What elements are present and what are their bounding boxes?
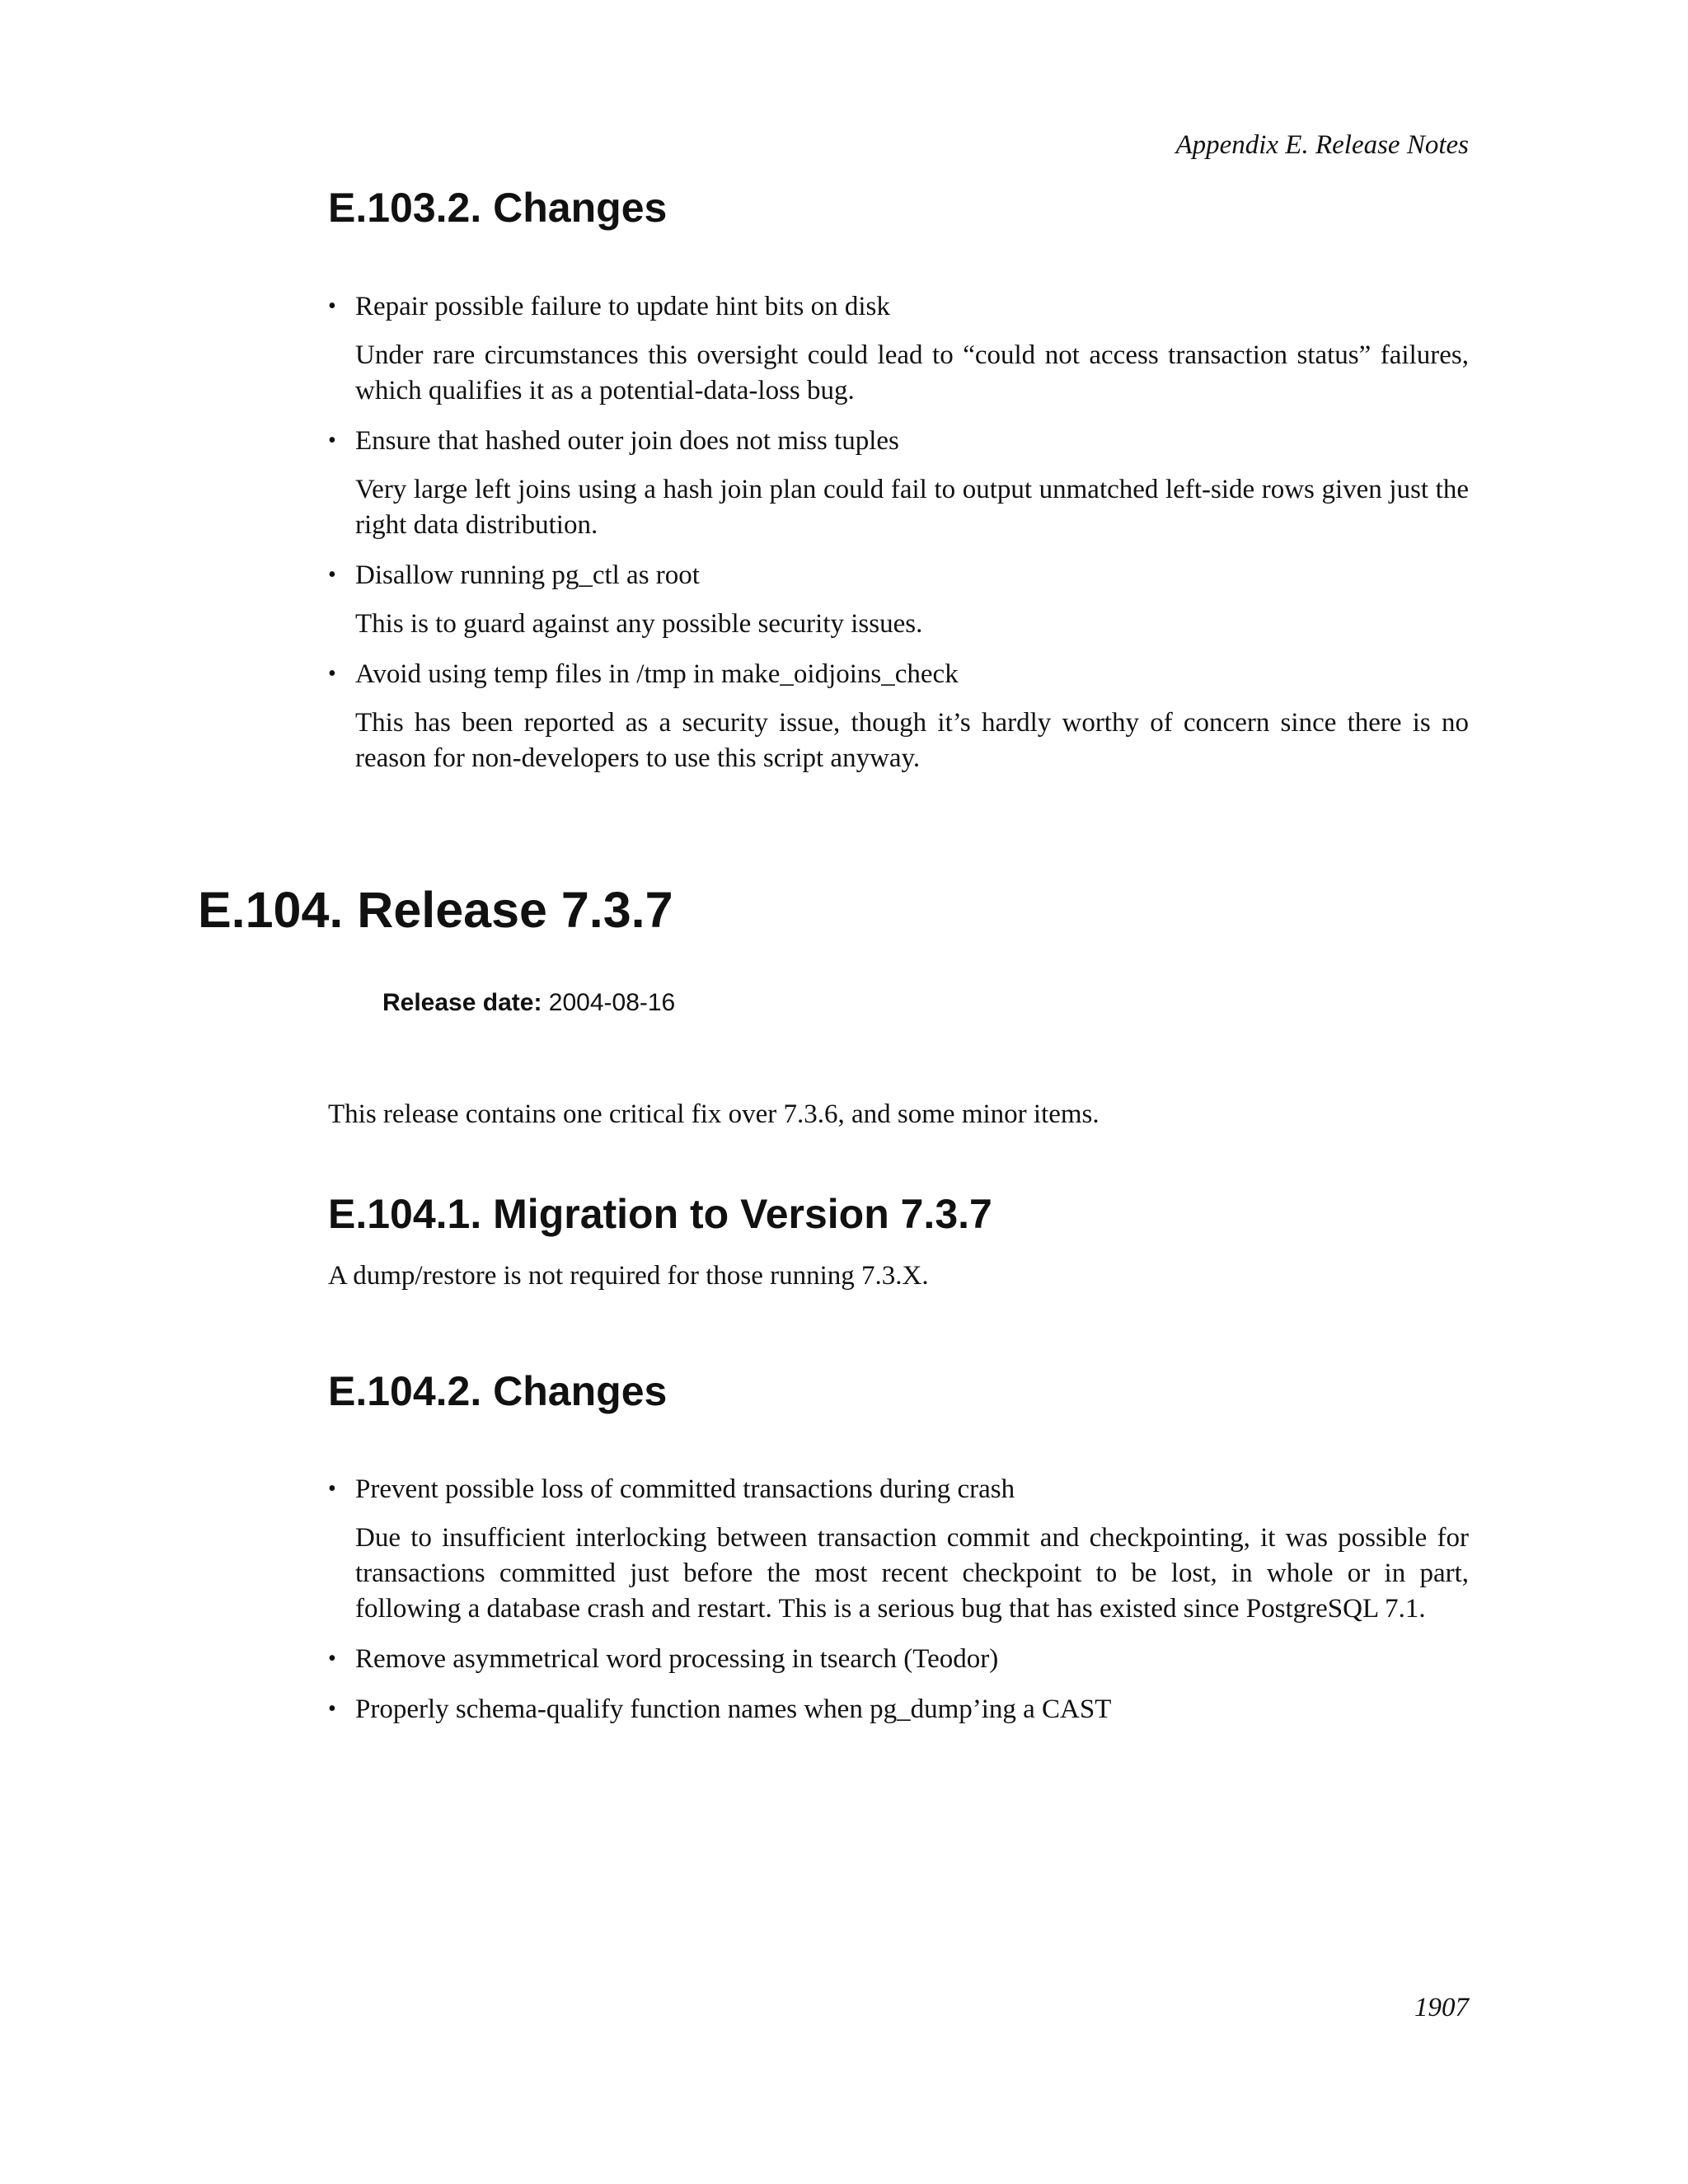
change-list-e104-2 [328, 1471, 1469, 1741]
release-date [382, 987, 675, 1019]
list-item-description: This has been reported as a security issue, though it’s hardly worthy of concern since there is no reason for non-developers to use this script anyway. [355, 708, 1469, 773]
list-item-title: Repair possible failure to update hint bits on disk [355, 292, 890, 321]
list-item [328, 288, 1469, 409]
release-date-value: 2004-08-16 [548, 989, 676, 1016]
release-date-label: Release date: [382, 989, 542, 1016]
bullet-icon: • [328, 1476, 336, 1502]
list-item [328, 423, 1469, 543]
list-item-description: Due to insufficient interlocking between transaction commit and checkpointing, it was possible for transactions committed just before the most recent checkpoint to be lost, in whole or in part, following a database crash and restart. This is a serious bug that has existed since PostgreSQL 7.1. [355, 1523, 1469, 1624]
list-item-description: Very large left joins using a hash join plan could fail to output unmatched left-side rows given just the right data distribution. [355, 475, 1469, 540]
bullet-icon: • [328, 562, 336, 588]
bullet-icon: • [328, 1646, 336, 1671]
list-item-description: This is to guard against any possible security issues. [355, 609, 923, 639]
list-item-title: Ensure that hashed outer join does not miss tuples [355, 426, 899, 456]
section-heading-e104-1: E.104.1. Migration to Version 7.3.7 [328, 1191, 992, 1237]
list-item-description: Under rare circumstances this oversight could lead to “could not access transaction status” failures, which qualifies it as a potential-data-loss bug. [355, 340, 1469, 405]
section-heading-e103-2: E.103.2. Changes [328, 185, 668, 231]
section-heading-e104: E.104. Release 7.3.7 [198, 882, 673, 938]
list-item-title: Properly schema-qualify function names when pg_dump’ing a CAST [355, 1694, 1112, 1724]
migration-text: A dump/restore is not required for those running 7.3.X. [328, 1261, 929, 1291]
running-header: Appendix E. Release Notes [1175, 130, 1469, 160]
list-item [328, 656, 1469, 776]
list-item [328, 1641, 1469, 1677]
list-item-title: Disallow running pg_ctl as root [355, 560, 700, 590]
list-item-title: Avoid using temp files in /tmp in make_oidjoins_check [355, 659, 959, 689]
release-intro: This release contains one critical fix over 7.3.6, and some minor items. [328, 1099, 1100, 1129]
section-heading-e104-2: E.104.2. Changes [328, 1368, 668, 1414]
bullet-icon: • [328, 293, 336, 319]
bullet-icon: • [328, 1696, 336, 1722]
change-list-e103-2 [328, 288, 1469, 790]
list-item [328, 1471, 1469, 1627]
list-item [328, 1691, 1469, 1727]
list-item-title: Prevent possible loss of committed transactions during crash [355, 1474, 1015, 1504]
list-item-title: Remove asymmetrical word processing in tsearch (Teodor) [355, 1644, 999, 1674]
page-number: 1907 [1414, 1993, 1469, 2022]
bullet-icon: • [328, 428, 336, 453]
list-item [328, 557, 1469, 642]
bullet-icon: • [328, 661, 336, 687]
